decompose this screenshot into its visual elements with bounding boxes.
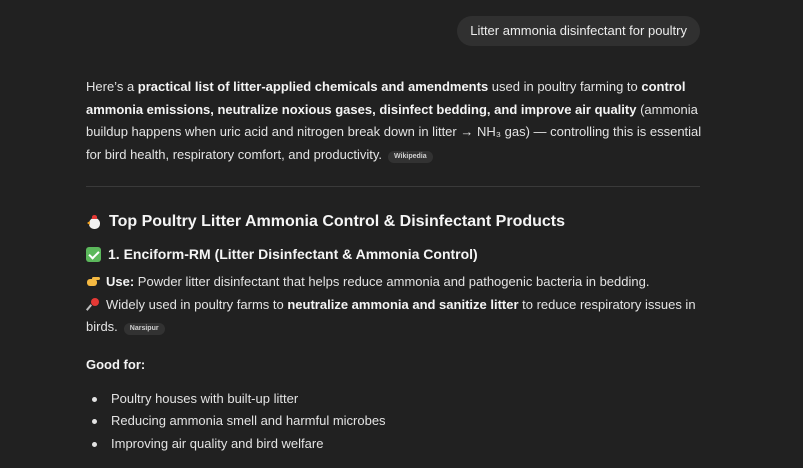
- list-item: Reducing ammonia smell and harmful microbes: [86, 410, 702, 433]
- item-1-widely-bold: neutralize ammonia and sanitize litter: [287, 296, 519, 312]
- section-heading-text: Top Poultry Litter Ammonia Control & Disinfectant Products: [109, 213, 566, 230]
- good-for-label: Good for:: [86, 356, 146, 372]
- item-1-details: [86, 271, 702, 339]
- list-item: Poultry houses with built-up litter: [86, 388, 702, 411]
- item-1-widely-text-1: Widely used in poultry farms to: [106, 296, 288, 312]
- pushpin-icon: [86, 297, 100, 311]
- intro-paragraph: [86, 76, 702, 166]
- intro-bold-2: control ammonia emissions, neutralize noxious gases, disinfect bedding, and improve air quality: [86, 79, 686, 117]
- check-icon: [86, 247, 101, 262]
- user-message-text: Litter ammonia disinfectant for poultry: [470, 23, 687, 38]
- item-1-use-label: Use:: [106, 274, 135, 289]
- item-1-use-line: [86, 271, 702, 294]
- intro-text-2: used in poultry farming to: [488, 79, 642, 94]
- item-1-use-text: Powder litter disinfectant that helps reduce ammonia and pathogenic bacteria in bedding.: [134, 274, 650, 289]
- intro-text-3: (ammonia buildup happens when uric acid and nitrogen break down in litter → NH₃ gas) — controlling this is essential for bird health, respiratory comfort, and productivity.: [86, 101, 702, 162]
- item-1-heading: [86, 243, 702, 265]
- pointing-hand-icon: [86, 274, 100, 288]
- chicken-icon: [86, 214, 102, 230]
- list-item: Improving air quality and bird welfare: [86, 433, 702, 456]
- intro-bold-1: practical list of litter-applied chemicals and amendments: [137, 79, 489, 94]
- item-1-widely-text-2: to reduce respiratory issues in birds.: [86, 296, 696, 334]
- item-1-widely-line: [86, 294, 702, 339]
- intro-text-1: Here’s a: [86, 79, 138, 94]
- user-message-bubble: [457, 16, 700, 46]
- section-heading: [86, 210, 702, 234]
- item-1-title: 1. Enciform-RM (Litter Disinfectant & Ammonia Control): [108, 246, 478, 262]
- citation-chip-narsipur[interactable]: Narsipur: [124, 323, 165, 335]
- citation-chip-wikipedia[interactable]: Wikipedia: [388, 151, 433, 163]
- assistant-response: [86, 76, 702, 455]
- section-divider: [86, 186, 700, 187]
- good-for-list: [86, 388, 702, 456]
